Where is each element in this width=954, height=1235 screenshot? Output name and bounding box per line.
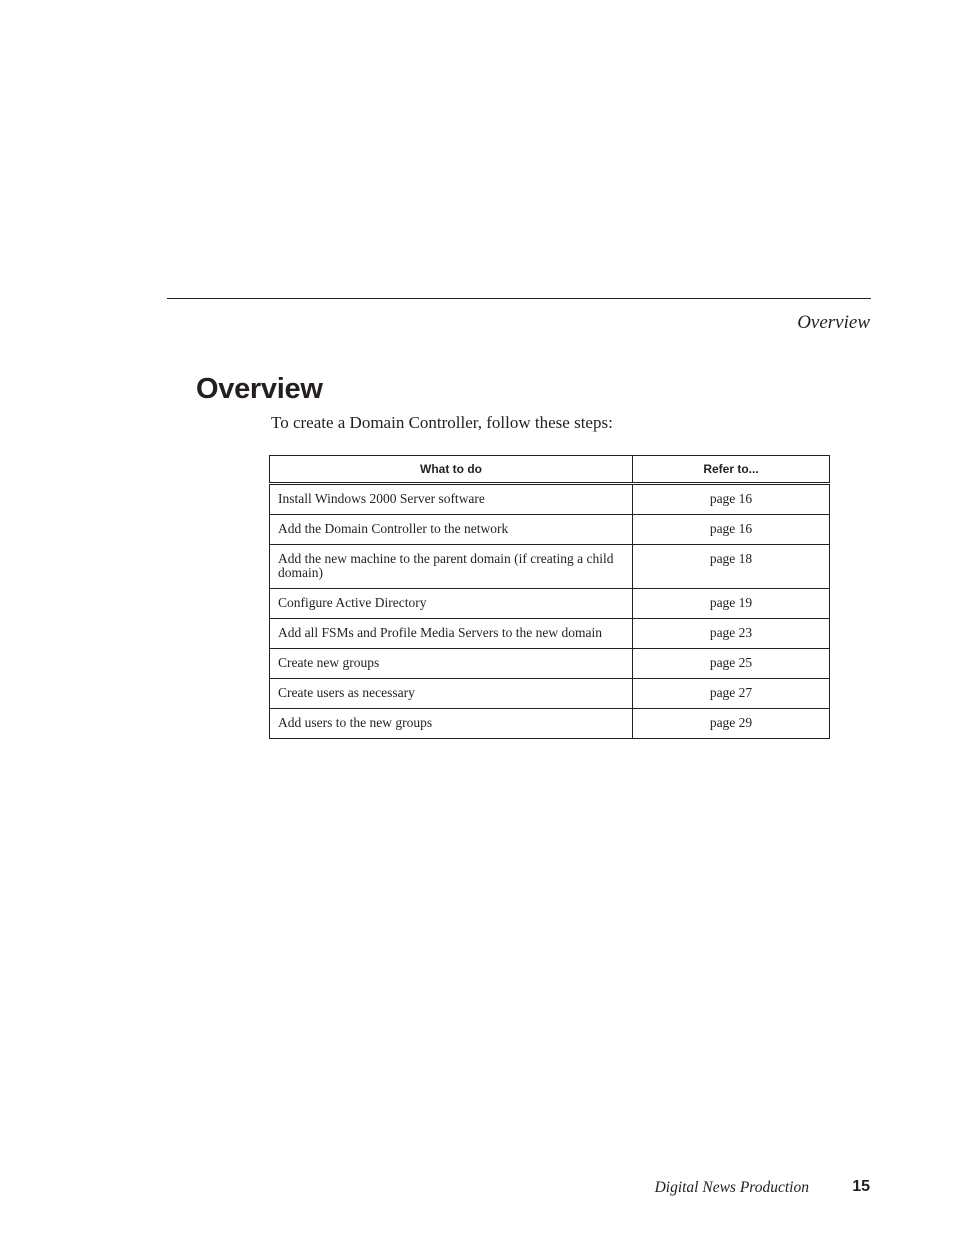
footer-title: Digital News Production bbox=[654, 1179, 809, 1196]
steps-table bbox=[269, 455, 830, 739]
task-cell: Configure Active Directory bbox=[270, 589, 633, 619]
page-number: 15 bbox=[852, 1178, 870, 1195]
task-cell: Add the Domain Controller to the network bbox=[270, 515, 633, 545]
column-header-what-to-do: What to do bbox=[270, 456, 633, 484]
page-ref-cell: page 23 bbox=[633, 619, 830, 649]
task-cell: Add all FSMs and Profile Media Servers to the new domain bbox=[270, 619, 633, 649]
page-ref-cell: page 16 bbox=[633, 515, 830, 545]
task-cell: Create users as necessary bbox=[270, 679, 633, 709]
table-row bbox=[270, 589, 830, 619]
table-row bbox=[270, 545, 830, 589]
page-ref-cell: page 27 bbox=[633, 679, 830, 709]
table-row bbox=[270, 679, 830, 709]
column-header-refer-to: Refer to... bbox=[633, 456, 830, 484]
task-cell: Install Windows 2000 Server software bbox=[270, 484, 633, 515]
intro-text: To create a Domain Controller, follow these steps: bbox=[271, 413, 613, 432]
page-ref-cell: page 16 bbox=[633, 484, 830, 515]
table-row bbox=[270, 515, 830, 545]
task-cell: Add users to the new groups bbox=[270, 709, 633, 739]
running-head: Overview bbox=[797, 312, 870, 333]
page-ref-cell: page 29 bbox=[633, 709, 830, 739]
page-ref-cell: page 25 bbox=[633, 649, 830, 679]
table-row bbox=[270, 709, 830, 739]
table-row bbox=[270, 649, 830, 679]
page-ref-cell: page 19 bbox=[633, 589, 830, 619]
task-cell: Add the new machine to the parent domain (if creating a child domain) bbox=[270, 545, 633, 589]
table-header-row bbox=[270, 456, 830, 484]
section-title: Overview bbox=[196, 373, 323, 405]
table-row bbox=[270, 484, 830, 515]
header-rule bbox=[167, 298, 871, 299]
task-cell: Create new groups bbox=[270, 649, 633, 679]
table-row bbox=[270, 619, 830, 649]
page-ref-cell: page 18 bbox=[633, 545, 830, 589]
